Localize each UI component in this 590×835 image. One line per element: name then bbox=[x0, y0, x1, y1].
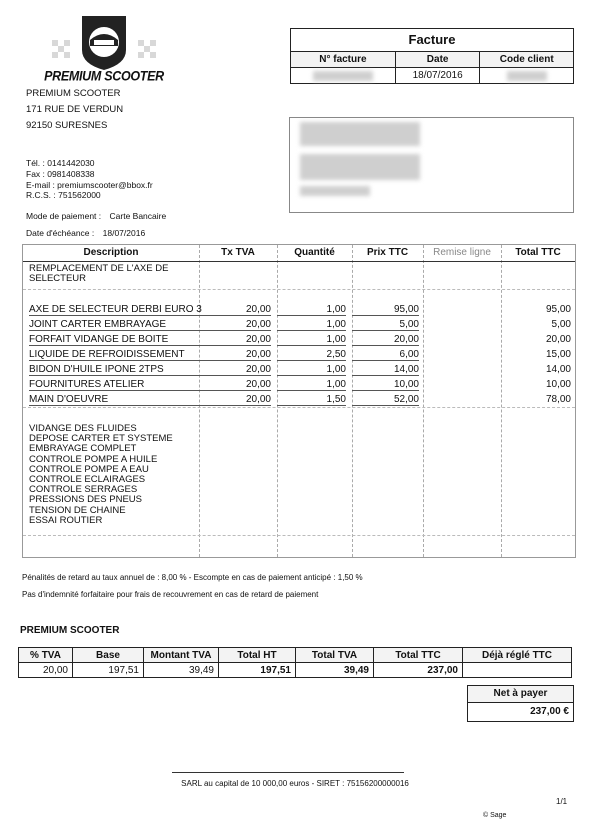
row-total: 95,00 bbox=[545, 304, 571, 315]
tot-col-total-tva: Total TVA bbox=[296, 648, 374, 663]
row-unit-price: 14,00 bbox=[352, 364, 419, 376]
tot-col-tva-amount: Montant TVA bbox=[144, 648, 219, 663]
tot-col-tva-rate: % TVA bbox=[19, 648, 73, 663]
col-quantity: Quantité bbox=[294, 247, 335, 258]
totals-company: PREMIUM SCOOTER bbox=[20, 625, 120, 636]
tot-col-already-paid: Déjà réglé TTC bbox=[463, 648, 572, 663]
tot-base: 197,51 bbox=[73, 663, 144, 678]
invoice-header-box bbox=[290, 28, 574, 84]
due-date-value: 18/07/2016 bbox=[102, 228, 146, 238]
intro-text: REMPLACEMENT DE L'AXE DE SELECTEUR bbox=[29, 263, 169, 284]
invoice-number-redacted bbox=[291, 68, 395, 84]
table-row bbox=[23, 318, 575, 332]
tot-total-ttc: 237,00 bbox=[374, 663, 463, 678]
col-total: Total TTC bbox=[515, 247, 561, 258]
footer-rule bbox=[172, 772, 404, 773]
row-description: BIDON D'HUILE IPONE 2TPS bbox=[29, 364, 201, 376]
row-quantity: 1,50 bbox=[277, 394, 346, 406]
tot-total-tva: 39,49 bbox=[296, 663, 374, 678]
row-tva-rate: 20,00 bbox=[199, 304, 271, 316]
col-tva-rate: Tx TVA bbox=[221, 247, 255, 258]
row-unit-price: 52,00 bbox=[352, 394, 419, 406]
row-quantity: 1,00 bbox=[277, 379, 346, 391]
due-date: Date d'échéance : 18/07/2016 bbox=[26, 228, 146, 238]
row-description: JOINT CARTER EMBRAYAGE bbox=[29, 319, 201, 331]
table-row bbox=[23, 303, 575, 317]
net-to-pay-value: 237,00 € bbox=[530, 706, 569, 717]
row-description: LIQUIDE DE REFROIDISSEMENT bbox=[29, 349, 201, 361]
col-discount: Remise ligne bbox=[433, 247, 491, 258]
company-rcs: R.C.S. : 751562000 bbox=[26, 190, 101, 201]
page-number: 1/1 bbox=[556, 797, 568, 806]
client-address-box bbox=[289, 117, 574, 213]
client-code-redacted bbox=[480, 68, 573, 84]
row-unit-price: 6,00 bbox=[352, 349, 419, 361]
company-name: PREMIUM SCOOTER bbox=[26, 88, 121, 99]
row-quantity: 1,00 bbox=[277, 319, 346, 331]
row-tva-rate: 20,00 bbox=[199, 334, 271, 346]
col-description: Description bbox=[83, 247, 139, 258]
company-tel: Tél. : 0141442030 bbox=[26, 158, 95, 168]
table-row bbox=[23, 393, 575, 407]
brand-name: PREMIUM SCOOTER bbox=[44, 68, 164, 84]
row-unit-price: 5,00 bbox=[352, 319, 419, 331]
company-fax: Fax : 0981408338 bbox=[26, 168, 95, 179]
row-total: 10,00 bbox=[545, 379, 571, 390]
row-quantity: 2,50 bbox=[277, 349, 346, 361]
table-row bbox=[23, 378, 575, 392]
row-description: FORFAIT VIDANGE DE BOITE bbox=[29, 334, 201, 346]
row-quantity: 1,00 bbox=[277, 364, 346, 376]
row-tva-rate: 20,00 bbox=[199, 394, 271, 406]
tot-col-base: Base bbox=[73, 648, 144, 663]
penalty-notice: Pénalités de retard au taux annuel de : 8,00 % - Escompte en cas de paiement anticipé : 1,50 % bbox=[22, 573, 363, 582]
company-address bbox=[26, 86, 123, 134]
client-code-header: Code client bbox=[480, 52, 573, 68]
row-total: 5,00 bbox=[551, 319, 571, 330]
row-description: AXE DE SELECTEUR DERBI EURO 3 bbox=[29, 304, 202, 315]
totals-table bbox=[18, 647, 572, 678]
tot-already-paid bbox=[463, 663, 572, 678]
row-description: FOURNITURES ATELIER bbox=[29, 379, 201, 391]
table-header bbox=[23, 245, 575, 262]
invoice-number-header: N° facture bbox=[291, 52, 395, 68]
sage-credit: © Sage bbox=[483, 812, 507, 819]
tot-col-total-ttc: Total TTC bbox=[374, 648, 463, 663]
row-total: 20,00 bbox=[545, 334, 571, 345]
row-quantity: 1,00 bbox=[277, 334, 346, 346]
tot-tva-rate: 20,00 bbox=[19, 663, 73, 678]
table-row bbox=[23, 333, 575, 347]
company-street: 171 RUE DE VERDUN bbox=[26, 104, 124, 115]
company-contact bbox=[26, 158, 153, 201]
table-row bbox=[23, 363, 575, 377]
invoice-date-header: Date bbox=[395, 52, 480, 68]
row-total: 14,00 bbox=[545, 364, 571, 375]
company-email: E-mail : premiumscooter@bbox.fr bbox=[26, 179, 153, 190]
row-total: 78,00 bbox=[545, 394, 571, 405]
row-total: 15,00 bbox=[545, 349, 571, 360]
invoice-title: Facture bbox=[291, 29, 573, 52]
tot-total-ht: 197,51 bbox=[219, 663, 296, 678]
net-to-pay-box bbox=[467, 685, 574, 722]
footer-capital: SARL au capital de 10 000,00 euros - SIRET : 75156200000016 bbox=[181, 779, 409, 788]
row-unit-price: 10,00 bbox=[352, 379, 419, 391]
indemnity-notice: Pas d'indemnité forfaitaire pour frais de recouvrement en cas de retard de paiement bbox=[22, 590, 319, 599]
tot-tva-amount: 39,49 bbox=[144, 663, 219, 678]
net-to-pay-label: Net à payer bbox=[468, 686, 573, 703]
row-unit-price: 95,00 bbox=[352, 304, 419, 316]
row-tva-rate: 20,00 bbox=[199, 319, 271, 331]
row-tva-rate: 20,00 bbox=[199, 379, 271, 391]
invoice-date: 18/07/2016 bbox=[395, 68, 480, 84]
table-row bbox=[23, 348, 575, 362]
row-tva-rate: 20,00 bbox=[199, 364, 271, 376]
col-unit-price: Prix TTC bbox=[366, 247, 409, 258]
payment-mode: Mode de paiement : Carte Bancaire bbox=[26, 211, 167, 221]
row-quantity: 1,00 bbox=[277, 304, 346, 316]
row-unit-price: 20,00 bbox=[352, 334, 419, 346]
tot-col-total-ht: Total HT bbox=[219, 648, 296, 663]
company-city: 92150 SURESNES bbox=[26, 120, 108, 131]
row-description: MAIN D'OEUVRE bbox=[29, 394, 201, 406]
payment-mode-value: Carte Bancaire bbox=[109, 211, 167, 221]
invoice-lines-table bbox=[22, 244, 576, 558]
row-tva-rate: 20,00 bbox=[199, 349, 271, 361]
work-notes: VIDANGE DES FLUIDES DEPOSE CARTER ET SYSTEME EMBRAYAGE COMPLET CONTROLE POMPE A HUILE CONTROLE POMPE A EAU CONTROLE ECLAIRAGES CONTROLE SERRAGES PRESSIONS DES PNEUS TENSION DE CHAINE ESSAI ROUTIER bbox=[29, 423, 173, 526]
